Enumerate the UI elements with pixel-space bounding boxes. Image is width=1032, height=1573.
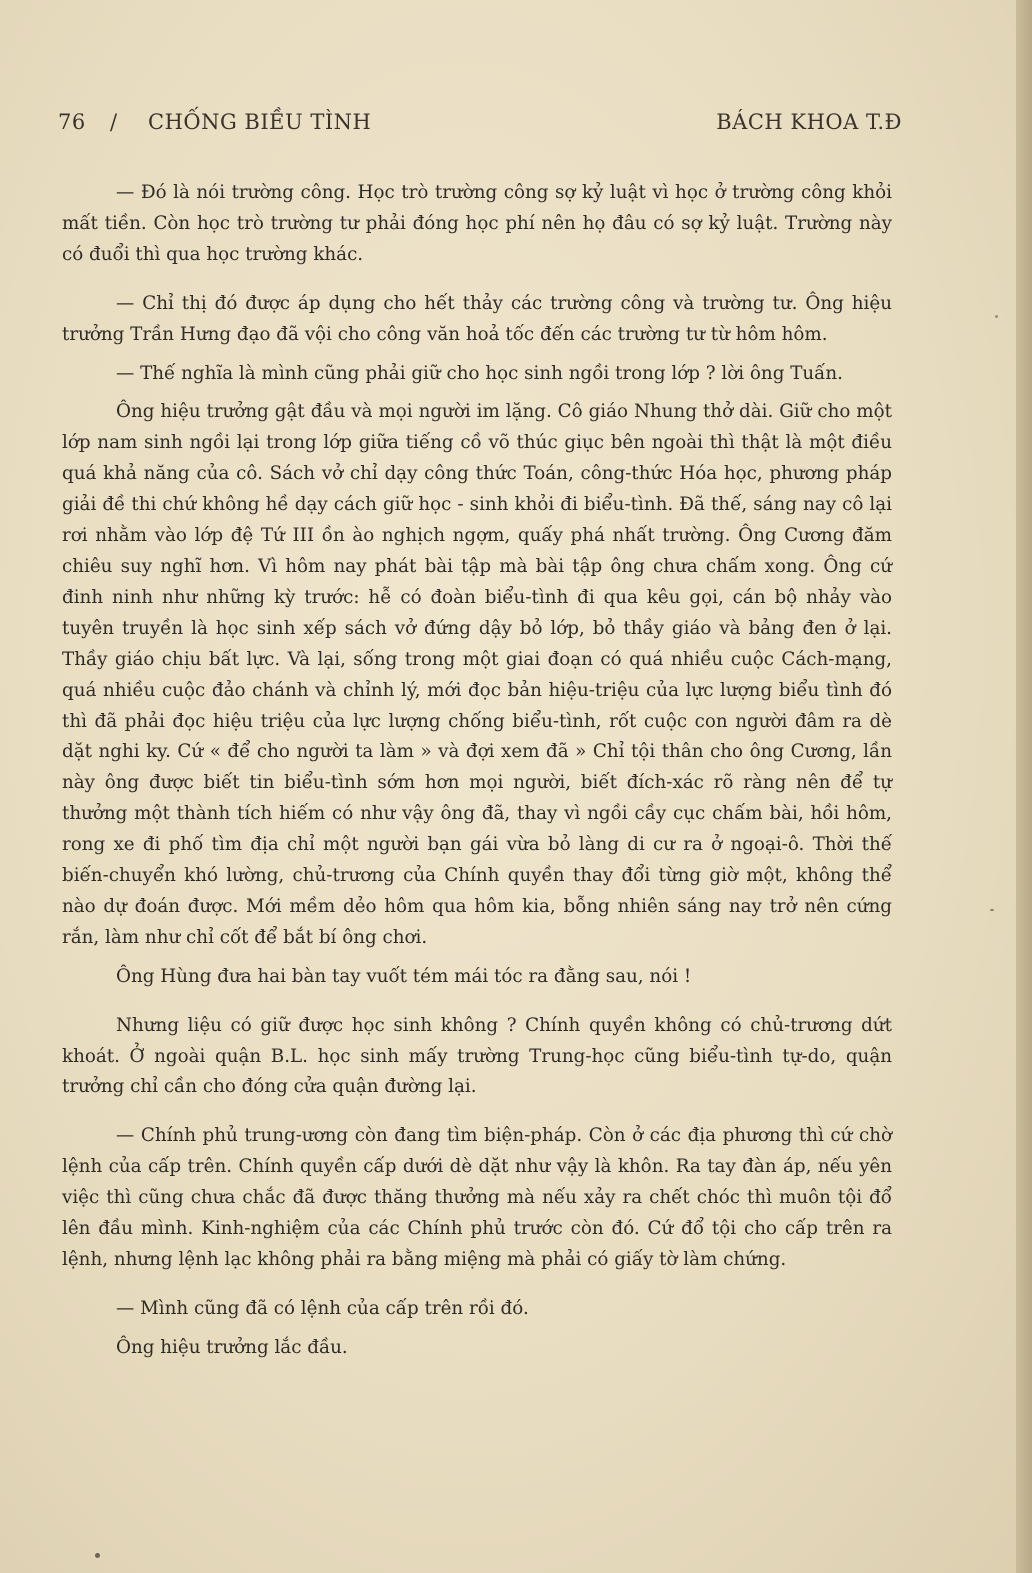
ink-speck bbox=[990, 909, 994, 911]
header-separator: / bbox=[110, 110, 118, 134]
paragraph: — Mình cũng đã có lệnh của cấp trên rồi đó. bbox=[116, 1297, 529, 1319]
paragraph: — Thế nghĩa là mình cũng phải giữ cho học sinh ngồi trong lớp ? lời ông Tuấn. bbox=[116, 362, 843, 384]
paragraph: Ông Hùng đưa hai bàn tay vuốt tém mái tóc ra đằng sau, nói ! bbox=[116, 965, 692, 987]
ink-speck bbox=[95, 1553, 100, 1558]
page-edge bbox=[1016, 0, 1032, 1573]
running-header bbox=[58, 110, 902, 140]
paragraph: — Chính phủ trung-ương còn đang tìm biện-pháp. Còn ở các địa phương thì cứ chờ lệnh của cấp trên. Chính quyền cấp dưới dè dặt như vậy là khôn. Ra tay đàn áp, nếu yên việc thì cũng chưa chắc đã được thăng thưởng mà nếu xảy ra chết chóc thì muôn tội đổ lên đầu mình. Kinh-nghiệm của các Chính phủ trước còn đó. Cứ đổ tội cho cấp trên ra lệnh, nhưng lệnh lạc không phải ra bằng miệng mà phải có giấy tờ làm chứng. bbox=[62, 1125, 892, 1270]
page-body bbox=[62, 178, 892, 1364]
book-title: CHỐNG BIỀU TÌNH bbox=[148, 110, 372, 134]
paragraph: Ông hiệu trưởng lắc đầu. bbox=[116, 1336, 348, 1358]
page-number: 76 bbox=[58, 110, 86, 134]
paragraph: — Đó là nói trường công. Học trò trường công sợ kỷ luật vì học ở trường công khỏi mất tiền. Còn học trò trường tư phải đóng học phí nên họ đâu có sợ kỷ luật. Trường này có đuổi thì qua học trường khác. bbox=[62, 182, 892, 265]
series-title: BÁCH KHOA T.Đ bbox=[716, 110, 902, 134]
ink-speck bbox=[995, 315, 998, 318]
paragraph: — Chỉ thị đó được áp dụng cho hết thảy các trường công và trường tư. Ông hiệu trưởng Trần Hưng đạo đã vội cho công văn hoả tốc đến các trường tư từ hôm hôm. bbox=[62, 292, 892, 345]
paragraph: Ông hiệu trưởng gật đầu và mọi người im lặng. Cô giáo Nhung thở dài. Giữ cho một lớp nam sinh ngồi lại trong lớp giữa tiếng cồ võ thúc giục bên ngoài thì thật là một điều quá khả năng của cô. Sách vở chỉ dạy công thức Toán, công-thức Hóa học, phương pháp giải đề thi chứ không hề dạy cách giữ học - sinh khỏi đi biểu-tình. Đã thế, sáng nay cô lại rơi nhằm vào lớp đệ Tứ III ồn ào nghịch ngợm, quấy phá nhất trường. Ông Cương đăm chiêu suy nghĩ hơn. Vì hôm nay phát bài tập mà bài tập ông chưa chấm xong. Ông cứ đinh ninh như những kỳ trước: hễ có đoàn biểu-tình đi qua kêu gọi, cán bộ nhảy vào tuyên truyền là học sinh xếp sách vở đứng dậy bỏ lớp, bỏ thầy giáo và bảng đen ở lại. Thầy giáo chịu bất lực. Và lại, sống trong một giai đoạn có quá nhiều cuộc Cách-mạng, quá nhiều cuộc đảo chánh và chỉnh lý, mới đọc bản hiệu-triệu của lực lượng biểu tình đó thì đã phải đọc hiệu triệu của lực lượng chống biểu-tình, rốt cuộc con người đâm ra dè dặt nghi ky. Cứ « để cho người ta làm » và đợi xem đã » Chỉ tội thân cho ông Cương, lần này ông được biết tin biểu-tình sớm hơn mọi người, biết đích-xác rõ ràng nên để tự thưởng một thành tích hiếm có như vậy ông đã, thay vì ngồi cầy cục chấm bài, hồi hôm, rong xe đi phố tìm địa chỉ một người bạn gái vừa bỏ làng di cư ra ở ngoại-ô. Thời thế biến-chuyển khó lường, chủ-trương của Chính quyền thay đổi từng giờ một, không thể nào dự đoán được. Mới mềm dẻo hôm qua hôm kia, bỗng nhiên sáng nay trở nên cứng rắn, làm như chỉ cốt để bắt bí ông chơi. bbox=[62, 401, 892, 948]
paragraph: Nhưng liệu có giữ được học sinh không ? Chính quyền không có chủ-trương dứt khoát. Ở ngoài quận B.L. học sinh mấy trường Trung-học cũng biểu-tình tự-do, quận trưởng chỉ cần cho đóng cửa quận đường lại. bbox=[62, 1014, 892, 1098]
